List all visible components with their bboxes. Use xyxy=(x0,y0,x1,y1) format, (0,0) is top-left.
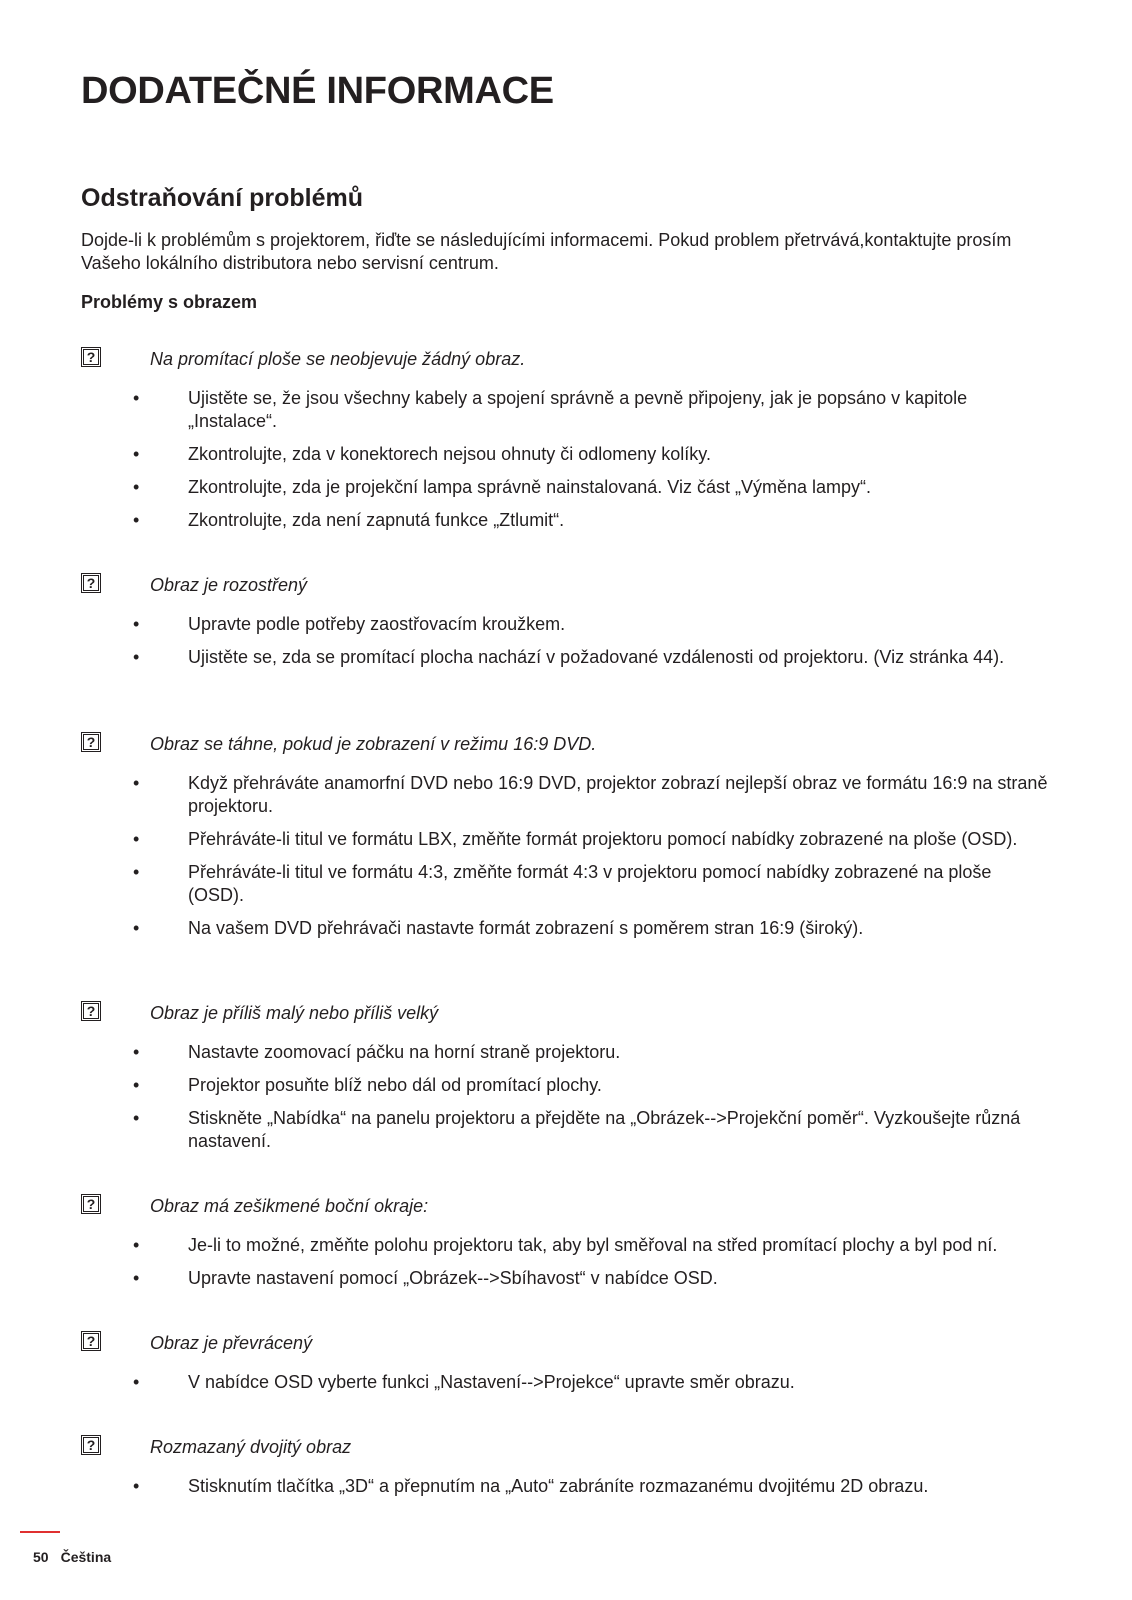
bullet-list xyxy=(0,1041,1132,1163)
list-item xyxy=(0,1234,1132,1257)
question-box-icon: ? xyxy=(81,1001,101,1021)
bullet-icon: • xyxy=(133,614,140,634)
bullet-list xyxy=(0,613,1132,679)
bullet-icon: • xyxy=(133,829,140,849)
page-title: DODATEČNÉ INFORMACE xyxy=(81,70,554,112)
list-item xyxy=(0,772,1132,818)
question-box-icon: ? xyxy=(81,1331,101,1351)
footer-language: Čeština xyxy=(60,1549,112,1565)
list-item-text: Upravte nastavení pomocí „Obrázek-->Sbíhavost“ v nabídce OSD. xyxy=(188,1268,718,1288)
list-item xyxy=(0,387,1132,433)
problem-title: Obraz se táhne, pokud je zobrazení v režimu 16:9 DVD. xyxy=(150,734,597,754)
bullet-list xyxy=(0,387,1132,542)
page-footer xyxy=(33,1549,111,1565)
bullet-icon: • xyxy=(133,1235,140,1255)
list-item xyxy=(0,509,1132,532)
list-item xyxy=(0,646,1132,669)
list-item xyxy=(0,613,1132,636)
list-item-text: Upravte podle potřeby zaostřovacím kroužkem. xyxy=(188,614,566,634)
list-item xyxy=(0,1267,1132,1290)
list-item-text: Ujistěte se, že jsou všechny kabely a spojení správně a pevně připojeny, jak je popsáno v kapitole „Instalace“. xyxy=(188,388,968,431)
list-item-text: Projektor posuňte blíž nebo dál od promítací plochy. xyxy=(188,1075,602,1095)
list-item xyxy=(0,476,1132,499)
question-box-icon: ? xyxy=(81,347,101,367)
bullet-list xyxy=(0,1475,1132,1508)
question-box-icon: ? xyxy=(81,1435,101,1455)
problem-title: Obraz má zešikmené boční okraje: xyxy=(150,1196,429,1216)
list-item-text: Když přehráváte anamorfní DVD nebo 16:9 DVD, projektor zobrazí nejlepší obraz ve formátu 16:9 na straně projektoru. xyxy=(188,773,1048,816)
bullet-list xyxy=(0,772,1132,950)
subheading: Problémy s obrazem xyxy=(81,292,258,312)
list-item-text: Na vašem DVD přehrávači nastavte formát zobrazení s poměrem stran 16:9 (široký). xyxy=(188,918,864,938)
question-box-icon: ? xyxy=(81,732,101,752)
list-item-text: Stisknutím tlačítka „3D“ a přepnutím na „Auto“ zabráníte rozmazanému dvojitému 2D obrazu. xyxy=(188,1476,929,1496)
footer-accent-line xyxy=(20,1531,60,1533)
bullet-list xyxy=(0,1234,1132,1300)
list-item xyxy=(0,861,1132,907)
list-item xyxy=(0,917,1132,940)
list-item xyxy=(0,1041,1132,1064)
intro-paragraph: Dojde-li k problémům s projektorem, řiďte se následujícími informacemi. Pokud problem přetrvává,kontaktujte prosím Vašeho lokálního distributora nebo servisní centrum. xyxy=(81,230,1012,273)
question-box-icon: ? xyxy=(81,1194,101,1214)
bullet-icon: • xyxy=(133,1476,140,1496)
list-item-text: Stiskněte „Nabídka“ na panelu projektoru a přejděte na „Obrázek-->Projekční poměr“. Vyzkoušejte různá nastavení. xyxy=(188,1108,1021,1151)
list-item xyxy=(0,1475,1132,1498)
bullet-icon: • xyxy=(133,510,140,530)
list-item-text: Zkontrolujte, zda není zapnutá funkce „Ztlumit“. xyxy=(188,510,565,530)
bullet-icon: • xyxy=(133,1372,140,1392)
problem-title: Rozmazaný dvojitý obraz xyxy=(150,1437,352,1457)
bullet-icon: • xyxy=(133,388,140,408)
list-item-text: Přehráváte-li titul ve formátu 4:3, změňte formát 4:3 v projektoru pomocí nabídky zobrazené na ploše (OSD). xyxy=(188,862,992,905)
bullet-icon: • xyxy=(133,477,140,497)
bullet-icon: • xyxy=(133,1075,140,1095)
list-item xyxy=(0,1371,1132,1394)
question-box-icon: ? xyxy=(81,573,101,593)
problem-title: Obraz je příliš malý nebo příliš velký xyxy=(150,1003,439,1023)
problem-title: Na promítací ploše se neobjevuje žádný obraz. xyxy=(150,349,526,369)
problem-title: Obraz je převrácený xyxy=(150,1333,313,1353)
list-item-text: Zkontrolujte, zda je projekční lampa správně nainstalovaná. Viz část „Výměna lampy“. xyxy=(188,477,871,497)
bullet-icon: • xyxy=(133,444,140,464)
list-item-text: Je-li to možné, změňte polohu projektoru tak, aby byl směřoval na střed promítací plochy a byl pod ní. xyxy=(188,1235,998,1255)
bullet-icon: • xyxy=(133,773,140,793)
problem-title: Obraz je rozostřený xyxy=(150,575,308,595)
bullet-icon: • xyxy=(133,1108,140,1128)
list-item xyxy=(0,443,1132,466)
list-item xyxy=(0,828,1132,851)
bullet-icon: • xyxy=(133,647,140,667)
list-item xyxy=(0,1074,1132,1097)
bullet-list xyxy=(0,1371,1132,1404)
list-item-text: Nastavte zoomovací páčku na horní straně projektoru. xyxy=(188,1042,621,1062)
list-item-text: V nabídce OSD vyberte funkci „Nastavení-->Projekce“ upravte směr obrazu. xyxy=(188,1372,795,1392)
bullet-icon: • xyxy=(133,918,140,938)
bullet-icon: • xyxy=(133,1268,140,1288)
section-title: Odstraňování problémů xyxy=(81,184,363,212)
list-item xyxy=(0,1107,1132,1153)
bullet-icon: • xyxy=(133,1042,140,1062)
page-number: 50 xyxy=(33,1549,49,1565)
list-item-text: Zkontrolujte, zda v konektorech nejsou ohnuty či odlomeny kolíky. xyxy=(188,444,711,464)
bullet-icon: • xyxy=(133,862,140,882)
list-item-text: Přehráváte-li titul ve formátu LBX, změňte formát projektoru pomocí nabídky zobrazené na ploše (OSD). xyxy=(188,829,1018,849)
list-item-text: Ujistěte se, zda se promítací plocha nachází v požadované vzdálenosti od projektoru. (Viz stránka 44). xyxy=(188,647,1005,667)
